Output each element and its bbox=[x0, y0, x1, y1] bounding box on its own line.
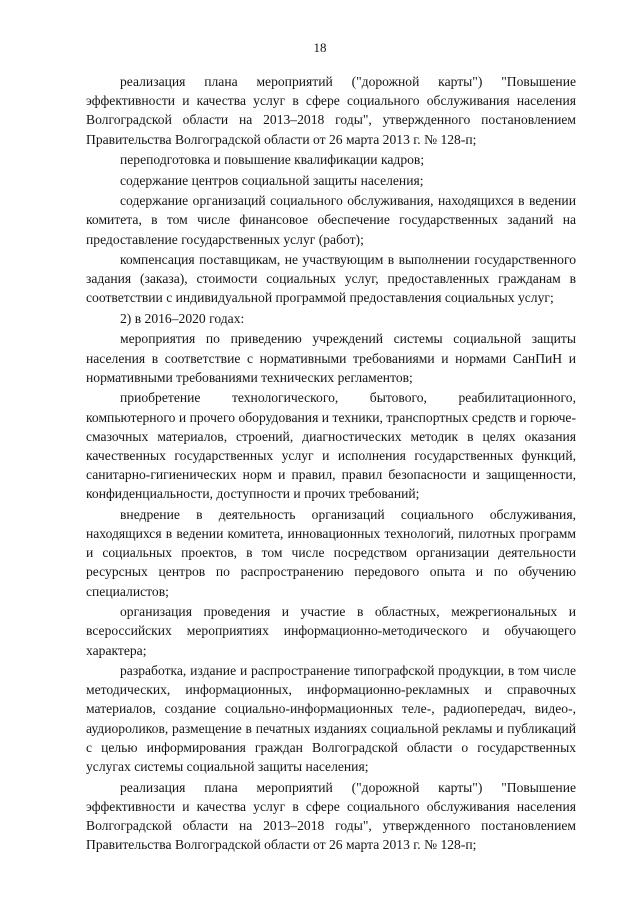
paragraph-innovation: внедрение в деятельность организаций социального обслуживания, находящихся в ведении комитета, инновационных технологий, пилотных программ и социальных проектов, в том числе посредством организации деятельности ресурсных центров по распространению передового опыта и по обучению специалистов; bbox=[86, 506, 576, 599]
paragraph-social-protection-centers: содержание центров социальной защиты населения; bbox=[120, 172, 424, 188]
paragraph-printing-publications: разработка, издание и распространение типографской продукции, в том числе методических, информационных, информационно-рекламных и справочных материалов, создание социально-информационных теле-, радиопередач, видео-, аудиороликов, размещение в печатных изданиях социальной рекламы и публикаций с целью информирования граждан Волгоградской области о государственных услугах системы социальной защиты населения; bbox=[86, 663, 576, 775]
page-number: 18 bbox=[313, 40, 327, 55]
paragraph-roadmap-2013-repeat: реализация плана мероприятий ("дорожной карты") "Повышение эффективности и качества услуг в сфере социального обслуживания населения Волгоградской области на 2013–2018 годы", утвержденного постановлением Правительства Волгоградской области от 26 марта 2013 г. № 128-п; bbox=[86, 779, 576, 853]
paragraph-equipment-purchase: приобретение технологического, бытового, реабилитационного, компьютерного и прочего оборудования и техники, транспортных средств и горюче-смазочных материалов, строений, диагностических методик в целях оказания качественных государственных услуг и исполнения государственных функций, санитарно-гигиенических норм и правил, правил безопасности и защищенности, конфиденциальности, доступности и прочих требований; bbox=[86, 390, 576, 502]
paragraph-roadmap-2013: реализация плана мероприятий ("дорожной карты") "Повышение эффективности и качества услуг в сфере социального обслуживания населения Волгоградской области на 2013–2018 годы", утвержденного постановлением Правительства Волгоградской области от 26 марта 2013 г. № 128-п; bbox=[86, 74, 576, 147]
paragraph-organizations-maintenance: содержание организаций социального обслуживания, находящихся в ведении комитета, в том числе финансовое обеспечение государственных заданий на предоставление государственных услуг (работ); bbox=[86, 193, 576, 247]
document-body bbox=[86, 72, 576, 856]
paragraph-staff-training: переподготовка и повышение квалификации кадров; bbox=[120, 152, 425, 168]
paragraph-events-participation: организация проведения и участие в областных, межрегиональных и всероссийских мероприятиях информационно-методического и обучающего характера; bbox=[86, 604, 576, 658]
paragraph-period-2016-2020: 2) в 2016–2020 годах: bbox=[120, 310, 245, 326]
paragraph-supplier-compensation: компенсация поставщикам, не участвующим в выполнении государственного задания (заказа), стоимости социальных услуг, предоставленных гражданам в соответствии с индивидуальной программой предоставления социальных услуг; bbox=[86, 252, 576, 306]
paragraph-sanpin-compliance: мероприятия по приведению учреждений системы социальной защиты населения в соответствие с нормативными требованиями и нормами СанПиН и нормативными требованиями технических регламентов; bbox=[86, 331, 576, 385]
